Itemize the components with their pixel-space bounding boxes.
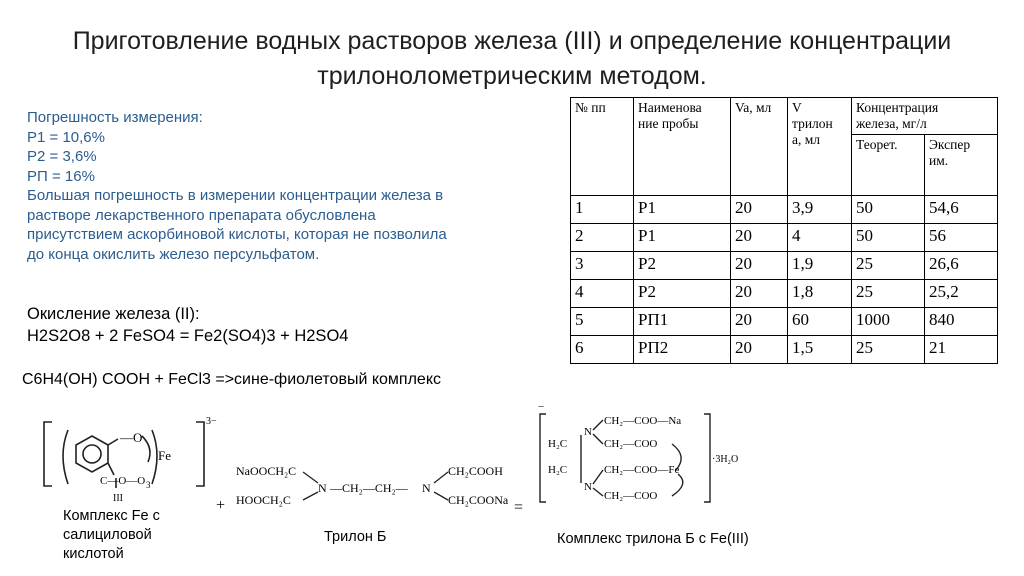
cell-num: 1 (571, 196, 634, 224)
fe-n-upper: N (584, 426, 592, 438)
oxidation-equation: H2S2O8 + 2 FeSO4 = Fe2(SO4)3 + H2SO4 (27, 327, 349, 345)
header-concentration: Концентрация железа, мг/л (852, 98, 998, 135)
oxidation-heading: Окисление железа (II): (27, 305, 200, 323)
cell-exp: 21 (925, 336, 998, 364)
fe-row-3: CH₂—COO—Fe (604, 464, 680, 476)
fe-row-2: CH₂—COO (604, 438, 658, 450)
salicyl-fe: Fe (158, 448, 171, 463)
cell-exp: 26,6 (925, 252, 998, 280)
trilon-bond-ul (303, 472, 318, 483)
fe-bracket-right (704, 414, 710, 502)
cell-va: 20 (731, 196, 788, 224)
chelate-arc (142, 436, 150, 462)
equals-sign: = (514, 499, 524, 516)
cell-va: 20 (731, 224, 788, 252)
plus-sign: + (216, 497, 226, 514)
fe-h2c-upper: H₂C (548, 438, 568, 450)
table-header-row (571, 98, 998, 135)
cell-num: 3 (571, 252, 634, 280)
cell-exp: 25,2 (925, 280, 998, 308)
header-vt: V трилон а, мл (788, 98, 852, 196)
trilon-n-left: N (318, 481, 327, 495)
trilon-upper-right: CH₂COOH (448, 464, 503, 478)
header-theor: Теорет. (852, 135, 925, 196)
cell-va: 20 (731, 252, 788, 280)
caption-trilon: Трилон Б (324, 529, 387, 545)
trilon-upper-left: NaOOCH₂C (236, 464, 297, 478)
benzene-ring (76, 436, 108, 472)
cell-name: Р1 (634, 224, 731, 252)
caption-salicyl-line-2: салициловой (63, 527, 152, 543)
bond-c (108, 463, 114, 475)
table-row (571, 336, 998, 364)
trilon-bond-ur (434, 472, 448, 483)
trilon-chain: —CH₂—CH₂— (330, 481, 408, 495)
benzene-circle (83, 445, 101, 463)
title-line-2: трилонолометрическим методом. (317, 62, 707, 90)
cell-theor: 25 (852, 280, 925, 308)
caption-salicyl-line-1: Комплекс Fe с (63, 508, 160, 524)
cell-va: 20 (731, 336, 788, 364)
error-heading: Погрешность измерения: (27, 109, 203, 126)
bracket-left-outer (44, 422, 52, 486)
cell-theor: 50 (852, 224, 925, 252)
error-p2: Р2 = 3,6% (27, 148, 97, 165)
trilon-n-right: N (422, 481, 431, 495)
cell-name: Р2 (634, 280, 731, 308)
error-explanation-3: присутствием аскорбиновой кислоты, которая не позволила (27, 226, 447, 243)
salicyl-charge: 3− (206, 416, 217, 427)
error-explanation-4: до конца окислить железо персульфатом. (27, 245, 320, 263)
fe-bond-1 (593, 420, 603, 430)
results-table (570, 97, 998, 364)
bracket-right-outer (196, 422, 204, 486)
cell-vt: 4 (788, 224, 852, 252)
caption-fe-complex: Комплекс трилона Б с Fe(III) (557, 531, 749, 547)
cell-theor: 50 (852, 196, 925, 224)
header-exp: Экспер им. (925, 135, 998, 196)
cell-vt: 3,9 (788, 196, 852, 224)
cell-vt: 60 (788, 308, 852, 336)
salicyl-o-minus: —O (120, 430, 143, 445)
cell-num: 6 (571, 336, 634, 364)
cell-name: РП1 (634, 308, 731, 336)
trilon-lower-right: CH₂COONa (448, 493, 509, 507)
cell-theor: 25 (852, 336, 925, 364)
fe-row-4: CH₂—COO (604, 490, 658, 502)
trilon-bond-ll (303, 492, 318, 500)
fe-charge-minus: − (538, 401, 545, 413)
cell-theor: 25 (852, 252, 925, 280)
fe-h2c-lower: H₂C (548, 464, 568, 476)
complex-reaction: C6H4(OH) COOH + FeCl3 =>сине-фиолетовый комплекс (22, 371, 441, 388)
table-row (571, 224, 998, 252)
fe-coord-2 (672, 474, 683, 496)
salicyl-coo: C—O—O (100, 475, 146, 487)
salicyl-sub3: 3 (146, 480, 151, 490)
oxidation-block (27, 303, 348, 347)
table-row (571, 252, 998, 280)
error-rp: РП = 16% (27, 167, 95, 185)
error-block (27, 108, 537, 264)
table-row (571, 308, 998, 336)
header-name: Наименова ние пробы (634, 98, 731, 196)
cell-vt: 1,9 (788, 252, 852, 280)
cell-va: 20 (731, 308, 788, 336)
error-explanation-1: Большая погрешность в измерении концентрации железа в (27, 187, 444, 204)
trilon-lower-left: HOOCH₂C (236, 493, 291, 507)
cell-theor: 1000 (852, 308, 925, 336)
fe-bond-4 (593, 488, 603, 496)
table-row (571, 280, 998, 308)
paren-right (152, 430, 157, 484)
caption-salicyl-line-3: кислотой (63, 546, 124, 562)
cell-exp: 56 (925, 224, 998, 252)
cell-vt: 1,8 (788, 280, 852, 308)
cell-exp: 840 (925, 308, 998, 336)
fe-complex-brackets (540, 414, 710, 502)
cell-num: 4 (571, 280, 634, 308)
fe-water: ·3H₂O (712, 454, 739, 465)
fe-bracket-left (540, 414, 546, 502)
fe-row-1: CH₂—COO—Na (604, 415, 682, 427)
table-row (571, 196, 998, 224)
cell-num: 5 (571, 308, 634, 336)
cell-exp: 54,6 (925, 196, 998, 224)
fe-bond-2 (593, 434, 603, 444)
cell-va: 20 (731, 280, 788, 308)
title-line-1: Приготовление водных растворов железа (III) и определение концентрации (72, 27, 952, 55)
salicyl-roman: III (113, 493, 123, 504)
bond-o (108, 439, 118, 445)
header-va: Va, мл (731, 98, 788, 196)
trilon-bond-lr (434, 492, 448, 500)
cell-name: РП2 (634, 336, 731, 364)
cell-vt: 1,5 (788, 336, 852, 364)
cell-name: Р1 (634, 196, 731, 224)
cell-num: 2 (571, 224, 634, 252)
cell-name: Р2 (634, 252, 731, 280)
fe-n-lower: N (584, 481, 592, 493)
error-explanation-2: растворе лекарственного препарата обусловлена (27, 206, 376, 224)
caption-salicyl (63, 507, 160, 564)
slide-title (0, 24, 1024, 94)
paren-left (63, 430, 68, 484)
error-p1: Р1 = 10,6% (27, 128, 105, 146)
header-num: № пп (571, 98, 634, 196)
fe-bond-3 (593, 470, 603, 484)
